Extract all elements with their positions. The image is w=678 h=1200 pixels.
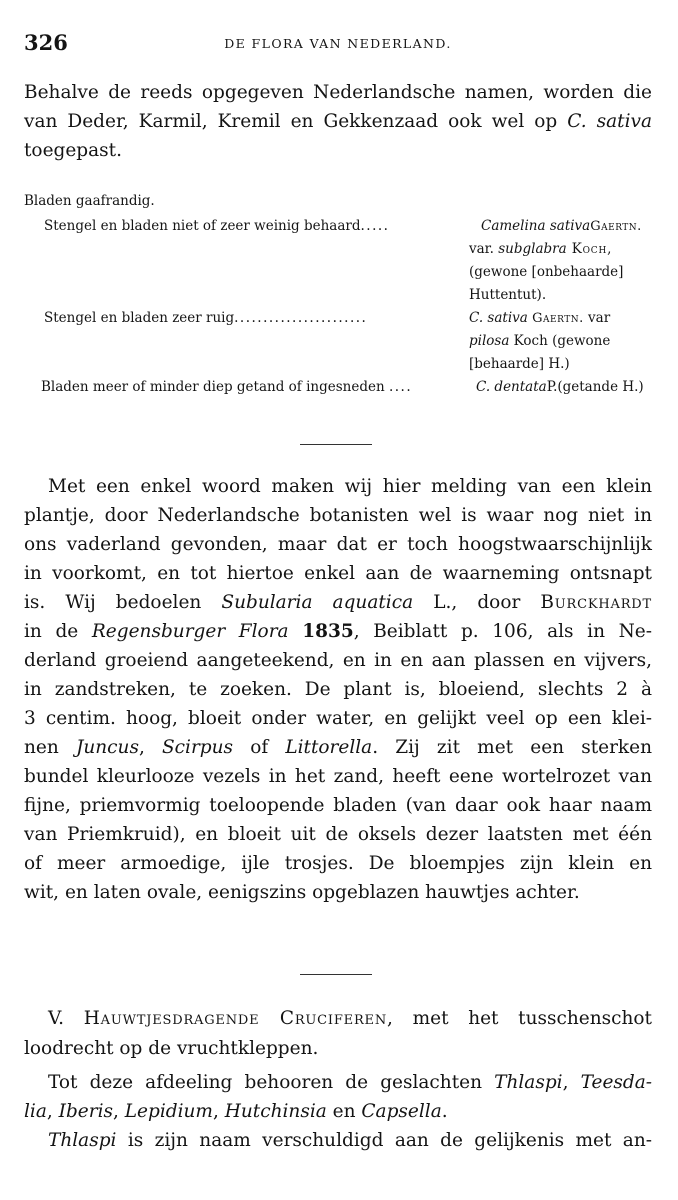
genus-name: Juncus [75, 737, 139, 758]
intro-line: toegepast. [24, 140, 122, 161]
key-row-3-result [476, 376, 644, 399]
species-name: C. dentata [476, 379, 547, 395]
text-line: Met een enkel woord maken wij hier melding van een klein [48, 476, 652, 497]
text-run: in de [24, 621, 92, 642]
variety-name: subglabra [498, 241, 567, 257]
key-row-3-label [41, 376, 412, 399]
key-dots: .... [388, 379, 413, 395]
text-run: is zijn naam verschuldigd aan de gelijkenis met an- [116, 1130, 652, 1151]
species-name: C. sativa [469, 310, 528, 326]
text-line: plantje, door Nederlandsche botanisten wel is waar nog niet in [24, 505, 652, 526]
genus-name: Thlaspi [48, 1130, 117, 1151]
text-line: van Priemkruid), en bloeit uit de oksels dezer laatsten met één [24, 824, 652, 845]
genus-name: Hutchinsia [224, 1101, 327, 1122]
key-row-1-result [481, 215, 642, 239]
key-label-text: Stengel en bladen zeer ruig [44, 310, 235, 326]
text-line: of meer armoedige, ijle trosjes. De bloempjes zijn klein en [24, 853, 652, 874]
year: 1835 [302, 621, 354, 642]
author-name: Koch, [566, 241, 613, 257]
author-name: Gaertn. [590, 219, 642, 234]
section-heading [24, 1004, 652, 1064]
subularia-paragraph [24, 472, 652, 907]
key-row-2-label [44, 307, 367, 330]
genus-name: Teesda- [580, 1072, 653, 1093]
key-text: var. [469, 241, 499, 257]
text-run: nen [24, 737, 76, 758]
genus-name: Lepidium [124, 1101, 213, 1122]
key-dots: ..... [360, 218, 390, 234]
key-row-1-common-name-end: Huttentut). [469, 287, 547, 303]
species-name: C. sativa [567, 111, 652, 132]
text-run: , [562, 1072, 581, 1093]
section-paragraph [24, 1068, 652, 1155]
key-row-2-variety [469, 330, 610, 353]
text-run: , met het tusschenschot [387, 1008, 652, 1029]
identification-key [24, 190, 656, 420]
genus-name: Littorella [285, 737, 373, 758]
intro-paragraph [24, 78, 652, 165]
text-run: . Zij zit met een sterken [372, 737, 652, 758]
intro-line: Behalve de reeds opgegeven Nederlandsche namen, worden die [24, 82, 652, 103]
text-line: wit, en laten ovale, eenigszins opgeblazen hauwtjes achter. [24, 882, 580, 903]
text-line: bundel kleurlooze vezels in het zand, heeft eene wortelrozet van [24, 766, 652, 787]
text-run: , [212, 1101, 225, 1122]
text-line [24, 1126, 652, 1155]
key-row-1-label [44, 215, 389, 238]
page-number: 326 [24, 30, 68, 55]
key-dots: ....................... [234, 310, 368, 326]
text-line: in zandstreken, te zoeken. De plant is, bloeiend, slechts 2 à [24, 679, 652, 700]
text-run: , [138, 737, 162, 758]
intro-line [24, 107, 652, 136]
text-line [24, 617, 652, 646]
intro-text: van Deder, Karmil, Kremil en Gekkenzaad ook wel op [24, 111, 568, 132]
key-row-2-common-name: [behaarde] H.) [469, 356, 570, 372]
section-number: V. [48, 1008, 84, 1029]
text-line [24, 1097, 652, 1126]
text-line: in voorkomt, en tot hiertoe enkel aan de waarneming ontsnapt [24, 563, 652, 584]
author-name: Gaertn. [532, 311, 584, 326]
text-line [24, 588, 652, 617]
running-title: DE FLORA VAN NEDERLAND. [224, 36, 452, 51]
text-line: 3 centim. hoog, bloeit onder water, en gelijkt veel op een klei- [24, 708, 652, 729]
species-name: Subularia aquatica [221, 592, 414, 613]
page-header [24, 30, 652, 56]
genus-name: Thlaspi [494, 1072, 563, 1093]
genus-name: Capsella [361, 1101, 442, 1122]
section-title: Hauwtjesdragende Cruciferen [83, 1008, 388, 1029]
text-run: , [46, 1101, 59, 1122]
text-line [24, 733, 652, 762]
key-heading: Bladen gaafrandig. [24, 193, 155, 209]
text-line: derland groeiend aangeteekend, en in en aan plassen en vijvers, [24, 650, 652, 671]
key-label-text: Stengel en bladen niet of zeer weinig behaard [44, 218, 361, 234]
text-run: of [233, 737, 286, 758]
key-row-2-result [469, 307, 610, 331]
journal-title: Regensburger Flora [91, 621, 289, 642]
genus-name: Scirpus [162, 737, 234, 758]
variety-name: pilosa [469, 333, 510, 349]
key-text: var [588, 310, 611, 326]
text-run [289, 621, 303, 642]
text-run: is. Wij bedoelen [24, 592, 222, 613]
text-run: , [113, 1101, 125, 1122]
section-divider [300, 974, 372, 975]
key-row-1-common-name: (gewone [onbehaarde] [469, 264, 624, 280]
heading-line [24, 1004, 652, 1034]
section-divider [300, 444, 372, 445]
text-line [24, 1068, 652, 1097]
species-name: Camelina sativa [481, 218, 591, 234]
key-label-text: Bladen meer of minder diep getand of ingesneden [41, 379, 385, 395]
text-run: . [441, 1101, 448, 1122]
author-name: Burckhardt [540, 592, 652, 613]
text-run: L., door [413, 592, 541, 613]
text-run: en [326, 1101, 362, 1122]
genus-name: Iberis [58, 1101, 113, 1122]
text-run: , Beiblatt p. 106, als in Ne- [353, 621, 652, 642]
genus-name: lia [24, 1101, 47, 1122]
text-run: Tot deze afdeeling behooren de geslachten [48, 1072, 495, 1093]
heading-line: loodrecht op de vruchtkleppen. [24, 1038, 319, 1059]
key-text: P.(getande H.) [546, 379, 644, 395]
key-row-1-variety [469, 238, 612, 261]
text-line: fijne, priemvormig toeloopende bladen (van daar ook haar naam [24, 795, 652, 816]
text-line: ons vaderland gevonden, maar dat er toch hoogstwaarschijnlijk [24, 534, 652, 555]
key-text: Koch (gewone [509, 333, 611, 349]
